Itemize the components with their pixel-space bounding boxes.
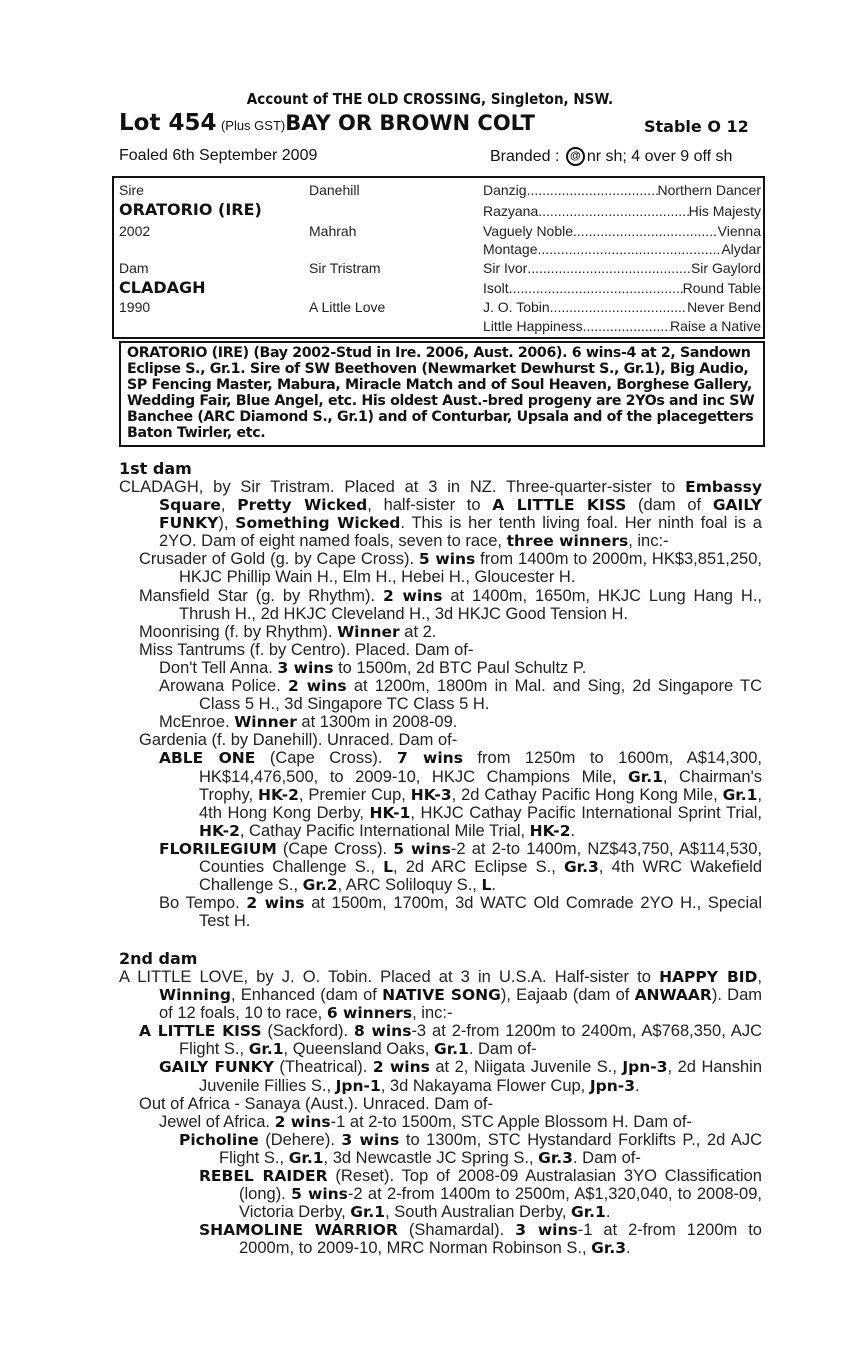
pedigree-paragraph: SHAMOLINE WARRIOR (Shamardal). 3 wins-1 at 2-from 1200m to 2000m, to 2009-10, MRC Norman Robinson S., Gr.3. [199,1221,762,1258]
pedigree-paragraph: Miss Tantrums (f. by Centro). Placed. Dam of- [139,640,474,659]
ancestor-row: Sir Ivor ..... Sir Gaylord [483,260,761,276]
first-dam-heading: 1st dam [119,459,192,478]
dam-sire: Sir Tristram [309,260,381,276]
pedigree-paragraph: Bo Tempo. 2 wins at 1500m, 1700m, 3d WATC Old Comrade 2YO H., Special Test H. [159,894,762,931]
ancestor-row: Isolt ..... Round Table [483,280,761,296]
dam-dam: A Little Love [309,299,386,315]
dam-name: CLADAGH [119,278,206,297]
brand-description: nr sh; 4 over 9 off sh [586,148,733,165]
second-dam-heading: 2nd dam [119,949,198,968]
pedigree-paragraph: Picholine (Dehere). 3 wins to 1300m, STC Hystandard Forklifts P., 2d AJC Flight S., Gr.1, 3d Newcastle JC Spring S., Gr.3. Dam of- [179,1130,763,1167]
pedigree-paragraph: Don't Tell Anna. 3 wins to 1500m, 2d BTC Paul Schultz P. [159,658,587,677]
account-line: Account of THE OLD CROSSING, Singleton, NSW. [246,90,614,108]
pedigree-paragraph: ABLE ONE (Cape Cross). 7 wins from 1250m to 1600m, A$14,300, HK$14,476,500, to 2009-10, HKJC Champions Mile, Gr.1, Chairman's Trophy, HK-2, Premier Cup, HK-3, 2d Cathay Pacific Hong Kong Mile, Gr.1, 4th Hong Kong Derby, HK-1, HKJC Cathay Pacific International Sprint Trial, HK-2, Cathay Pacific International Mile Trial, HK-2. [159,749,762,840]
lot-title [119,110,535,136]
pedigree-paragraph: A LITTLE KISS (Sackford). 8 wins-3 at 2-from 1200m to 2400m, A$768,350, AJC Flight S., Gr.1, Queensland Oaks, Gr.1. Dam of- [139,1022,762,1059]
pedigree-paragraph: Arowana Police. 2 wins at 1200m, 1800m in Mal. and Sing, 2d Singapore TC Class 5 H., 3d Singapore TC Class 5 H. [159,677,762,714]
pedigree-paragraph: GAILY FUNKY (Theatrical). 2 wins at 2, Niigata Juvenile S., Jpn-3, 2d Hanshin Juvenile Fillies S., Jpn-1, 3d Nakayama Flower Cup, Jpn-3. [159,1058,762,1095]
pedigree-paragraph: Jewel of Africa. 2 wins-1 at 2-to 1500m, STC Apple Blossom H. Dam of- [159,1112,692,1131]
ancestor-row: Vaguely Noble ..... Vienna [483,223,761,239]
ancestor-row: Razyana ..... His Majesty [483,203,761,219]
ancestor-row: Montage ..... Alydar [483,241,761,257]
sire-year: 2002 [119,223,151,239]
first-dam-body [119,478,762,930]
pedigree-paragraph: McEnroe. Winner at 1300m in 2008-09. [159,713,458,732]
ancestor-row: J. O. Tobin ..... Never Bend [483,299,761,315]
pedigree-paragraph: A LITTLE LOVE, by J. O. Tobin. Placed at 3 in U.S.A. Half-sister to HAPPY BID, Winning, Enhanced (dam of NATIVE SONG), Eajaab (dam of ANWAAR). Dam of 12 foals, 10 to race, 6 winners, inc:- [119,968,762,1023]
sire-label: Sire [119,182,144,198]
pedigree-paragraph: REBEL RAIDER (Reset). Top of 2008-09 Australasian 3YO Classification (long). 5 wins-2 at 2-from 1400m to 2500m, A$1,320,040, to 2008-09, Victoria Derby, Gr.1, South Australian Derby, Gr.1. [199,1167,762,1222]
sire-dam: Mahrah [309,223,357,239]
foaled-date: Foaled 6th September 2009 [119,147,318,164]
pedigree-paragraph: Gardenia (f. by Danehill). Unraced. Dam of- [139,731,458,750]
sire-summary: ORATORIO (IRE) (Bay 2002-Stud in Ire. 2006, Aust. 2006). 6 wins-4 at 2, Sandown Eclipse S., Gr.1. Sire of SW Beethoven (Newmarket Dewhurst S., Gr.1), Big Audio, SP Fencing Master, Mabura, Miracle Match and of Soul Heaven, Borghese Gallery, Wedding Fair, Blue Angel, etc. His oldest Aust.-bred progeny are 2YOs and inc SW Banchee (ARC Diamond S., Gr.1) and of Conturbar, Upsala and of the placegetters Baton Twirler, etc. [119,341,765,447]
second-dam-body [119,968,762,1258]
ancestor-row: Little Happiness ..... Raise a Native [483,318,761,334]
sire-sire: Danehill [309,182,360,198]
pedigree-paragraph: Mansfield Star (g. by Rhythm). 2 wins at 1400m, 1650m, HKJC Lung Hang H., Thrush H., 2d HKJC Cleveland H., 3d HKJC Good Tension H. [139,586,762,623]
pedigree-paragraph: FLORILEGIUM (Cape Cross). 5 wins-2 at 2-to 1400m, NZ$43,750, A$114,530, Counties Challenge S., L, 2d ARC Eclipse S., Gr.3, 4th WRC Wakefield Challenge S., Gr.2, ARC Soliloquy S., L. [159,839,762,895]
pedigree-paragraph: CLADAGH, by Sir Tristram. Placed at 3 in NZ. Three-quarter-sister to Embassy Square, Pretty Wicked, half-sister to A LITTLE KISS (dam of GAILY FUNKY), Something Wicked. This is her tenth living foal. Her ninth foal is a 2YO. Dam of eight named foals, seven to race, three winners, inc:- [119,478,762,551]
horse-description: BAY OR BROWN COLT [285,111,535,135]
ancestor-row: Danzig ..... Northern Dancer [483,182,761,198]
pedigree-paragraph: Moonrising (f. by Rhythm). Winner at 2. [139,622,437,641]
sire-name: ORATORIO (IRE) [119,200,262,219]
dam-year: 1990 [119,299,151,315]
dam-label: Dam [119,260,149,276]
pedigree-table [112,176,765,339]
plus-gst-note: (Plus GST) [220,118,286,133]
branded-label: Branded : [490,148,560,165]
stable-number: Stable O 12 [644,117,749,136]
pedigree-paragraph: Out of Africa - Sanaya (Aust.). Unraced. Dam of- [139,1094,493,1113]
lot-number: Lot 454 [119,110,217,136]
brand-mark-icon: @ [566,147,585,166]
pedigree-paragraph: Crusader of Gold (g. by Cape Cross). 5 wins from 1400m to 2000m, HK$3,851,250, HKJC Phillip Wain H., Elm H., Hebei H., Gloucester H. [139,550,762,587]
brand-info [490,147,732,166]
